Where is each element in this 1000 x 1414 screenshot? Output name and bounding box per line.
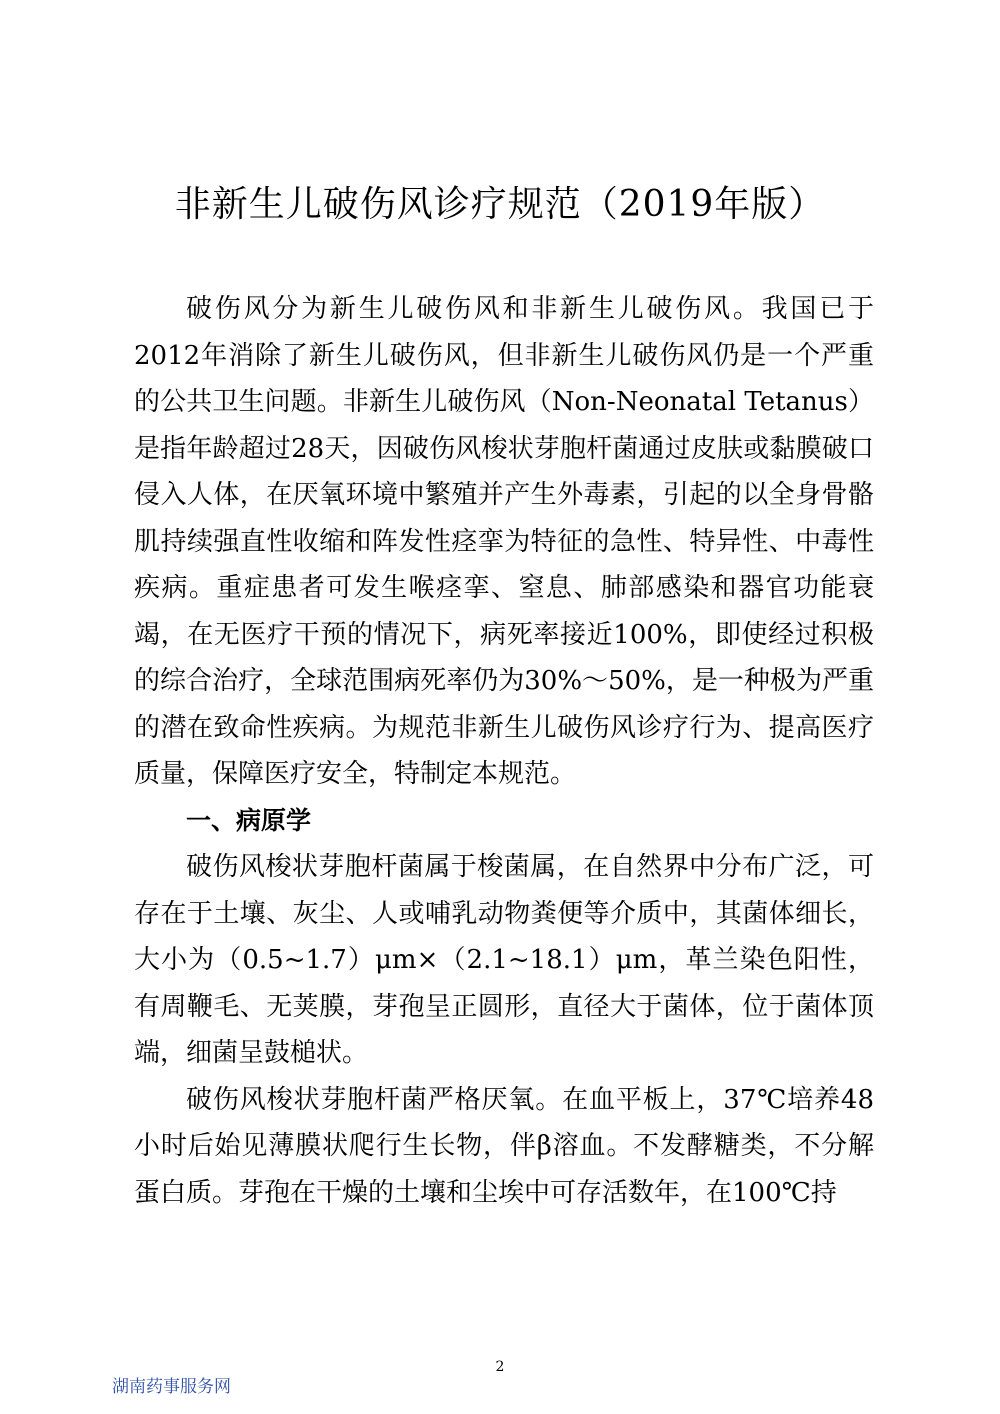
document-body — [134, 286, 874, 1216]
page-number: 2 — [495, 1359, 505, 1375]
section-heading-etiology: 一、病原学 — [186, 805, 312, 835]
etiology-paragraph-2: 破伤风梭状芽胞杆菌严格厌氧。在血平板上，37℃培养48小时后始见薄膜状爬行生长物，伴β溶血。不发酵糖类，不分解蛋白质。芽孢在干燥的土壤和尘埃中可存活数年，在100℃持 — [134, 1084, 874, 1208]
document-title: 非新生儿破伤风诊疗规范（2019年版） — [174, 184, 826, 225]
source-watermark: 湖南药事服务网 — [112, 1377, 231, 1397]
intro-paragraph: 破伤风分为新生儿破伤风和非新生儿破伤风。我国已于2012年消除了新生儿破伤风，但非新生儿破伤风仍是一个严重的公共卫生问题。非新生儿破伤风（Non-Neonatal Tetanus）是指年龄超过28天，因破伤风梭状芽胞杆菌通过皮肤或黏膜破口侵入人体，在厌氧环境中繁殖并产生外毒素，引起的以全身骨骼肌持续强直性收缩和阵发性痉挛为特征的急性、特异性、中毒性疾病。重症患者可发生喉痉挛、窒息、肺部感染和器官功能衰竭，在无医疗干预的情况下，病死率接近100%，即使经过积极的综合治疗，全球范围病死率仍为30%～50%，是一种极为严重的潜在致命性疾病。为规范非新生儿破伤风诊疗行为、提高医疗质量，保障医疗安全，特制定本规范。 — [134, 294, 874, 789]
etiology-paragraph-1: 破伤风梭状芽胞杆菌属于梭菌属，在自然界中分布广泛，可存在于土壤、灰尘、人或哺乳动物粪便等介质中，其菌体细长，大小为（0.5~1.7）μm×（2.1~18.1）μm，革兰染色阳性，有周鞭毛、无荚膜，芽孢呈正圆形，直径大于菌体，位于菌体顶端，细菌呈鼓槌状。 — [134, 852, 874, 1068]
